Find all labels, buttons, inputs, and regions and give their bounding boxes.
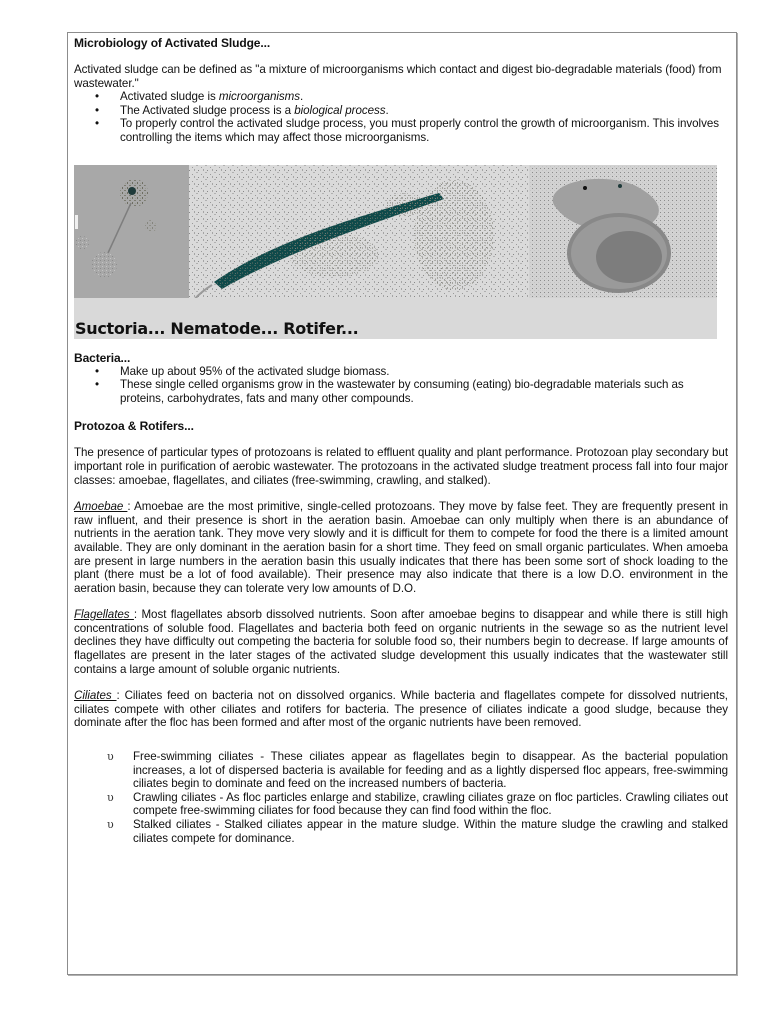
list-item: υ Free-swimming ciliates - These ciliates appear as flagellates begin to disappear. As the bacterial population increases, a lot of dispersed bacteria is available for feeding and as a lightly dispersed floc appears, free-swimming ciliates begin to dominate and feed on the increased numbers of bacteria.	[107, 750, 728, 791]
list-item: • The Activated sludge process is a biological process.	[95, 103, 389, 117]
document-title: Microbiology of Activated Sludge...	[74, 36, 271, 50]
bacteria-bullet-list	[74, 365, 728, 406]
list-item: • To properly control the activated sludge process, you must properly control the growth of microorganism. This involves controlling the items which may affect those microorganisms.	[95, 117, 719, 144]
upsilon-bullet-icon: υ	[107, 750, 114, 764]
document-body	[74, 36, 728, 845]
list-item: υ Crawling ciliates - As floc particles enlarge and stabilize, crawling ciliates graze on floc particles. Crawling ciliates out compete free-swimming ciliates for food because they can find food within the floc.	[107, 790, 728, 818]
ciliates-paragraph: Ciliates : Ciliates feed on bacteria not on dissolved organics. While bacteria and flagellates compete for dissolved nutrients, ciliates compete with other ciliates and rotifers for bacteria. The presence of ciliates indicate a good sludge, because they dominate after the floc has been formed and after most of the organic nutrients have been removed.	[74, 689, 728, 730]
bullet-icon: •	[95, 117, 100, 131]
bullet-icon: •	[95, 90, 100, 104]
bullet-icon: •	[95, 364, 100, 378]
suctoria-image	[74, 165, 189, 298]
list-item: υ Stalked ciliates - Stalked ciliates appear in the mature sludge. Within the mature sludge the crawling and stalked ciliates compete for dominance.	[107, 818, 728, 845]
flagellates-paragraph: Flagellates : Most flagellates absorb dissolved nutrients. Soon after amoebae begins to disappear and while there is still high concentrations of soluble food. Flagellates and bacteria both feed on organic nutrients in the sewage so as the nutrient level declines they have difficulty out competing the bacteria for soluble food so, their numbers begin to decrease. If large amounts of flagellates are present in the later stages of the activated sludge development this usually indicates that the wastewater still contains a large amount of soluble organic nutrients.	[74, 608, 728, 676]
rotifer-image	[529, 165, 717, 298]
protozoa-heading: Protozoa & Rotifers...	[74, 419, 194, 434]
list-item: • Make up about 95% of the activated sludge biomass.	[95, 364, 390, 378]
intro-bullet-list	[74, 90, 728, 144]
intro-paragraph: Activated sludge can be defined as "a mixture of microorganisms which contact and digest bio-degradable materials (food) from wastewater."	[74, 63, 722, 90]
flagellates-label: Flagellates	[74, 608, 134, 622]
amoebae-paragraph: Amoebae : Amoebae are the most primitive, single-celled protozoans. They move by false feet. They are frequently present in raw influent, and their presence is short in the aeration basin. Amoebae can only multiply when there is an abundance of nutrients in the aeration tank. They move very slowly and it is difficult for them to compete for food the there is a limited amount available. They are only dominant in the aeration basin for a short time. They feed on small organic particulates. When amoeba are present in large numbers in the aeration basin this usually indicates that there has been some sort of shock loading to the plant (there must be a lot of food available). Their presence may also indicate that there is a low D.O. environment in the aeration basin, because they can tolerate very low amounts of D.O.	[74, 500, 728, 595]
ciliate-types-list	[74, 750, 728, 845]
document-page	[67, 32, 737, 975]
bullet-icon: •	[95, 378, 100, 392]
list-item: • These single celled organisms grow in the wastewater by consuming (eating) bio-degradable materials such as proteins, carbohydrates, fats and many other compounds.	[95, 378, 684, 405]
upsilon-bullet-icon: υ	[107, 790, 114, 804]
microorganism-banner-image	[74, 165, 717, 339]
protozoa-intro-paragraph: The presence of particular types of protozoans is related to effluent quality and plant performance. Protozoan play secondary but important role in purification of aerobic wastewater. The protozoans in the activated sludge treatment process fall into four major classes: amoebae, flagellates, and ciliates (free-swimming, crawling, and stalked).	[74, 446, 728, 487]
banner-caption: Suctoria... Nematode... Rotifer...	[75, 318, 359, 338]
list-item: • Activated sludge is microorganisms.	[95, 90, 304, 104]
bacteria-heading: Bacteria...	[74, 350, 131, 365]
amoebae-label: Amoebae	[74, 500, 128, 514]
bullet-icon: •	[95, 103, 100, 117]
upsilon-bullet-icon: υ	[107, 818, 114, 831]
ciliates-label: Ciliates	[74, 689, 117, 703]
